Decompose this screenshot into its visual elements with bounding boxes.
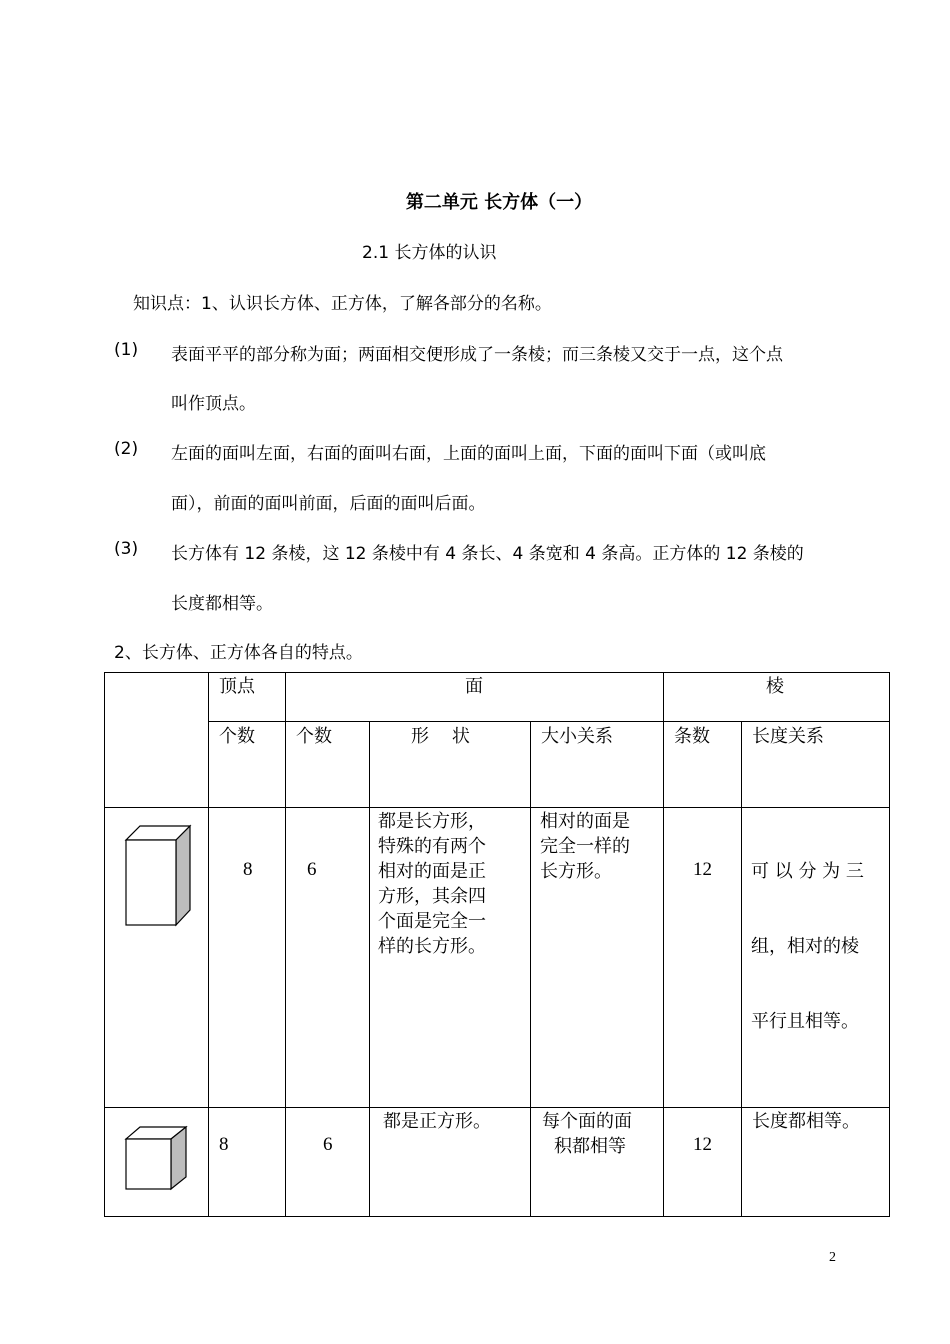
item-number: (3) (114, 539, 139, 559)
header-edge-length: 长度关系 (752, 726, 824, 747)
item-number: (1) (114, 340, 139, 360)
item-text: 左面的面叫左面，右面的面叫右面，上面的面叫上面，下面的面叫下面（或叫底 (171, 444, 766, 464)
edge-length: 可 以 分 为 三 组，相对的棱 平行且相等。 (751, 861, 864, 1032)
vertex-count: 8 (219, 1134, 229, 1155)
vertex-count: 8 (243, 859, 253, 880)
header-face: 面 (465, 676, 483, 697)
item-text: 长方体有 12 条棱，这 12 条棱中有 4 条长、4 条宽和 4 条高。正方体的 12 条棱的 (171, 544, 804, 564)
edge-length: 长度都相等。 (752, 1111, 860, 1132)
item-text-cont: 面），前面的面叫前面，后面的面叫后面。 (171, 494, 486, 514)
header-face-size: 大小关系 (541, 726, 613, 747)
page-title: 第二单元 长方体（一） (405, 192, 593, 213)
face-count: 6 (323, 1134, 333, 1155)
cuboid-icon (124, 822, 194, 930)
face-size: 相对的面是 完全一样的 长方形。 (540, 811, 630, 882)
edge-count: 12 (693, 859, 712, 880)
face-size: 每个面的面 积都相等 (542, 1111, 632, 1157)
face-shape: 都是长方形， 特殊的有两个 相对的面是正 方形，其余四 个面是完全一 样的长方形。 (378, 811, 486, 957)
item-text: 表面平平的部分称为面；两面相交便形成了一条棱；而三条棱又交于一点，这个点 (171, 345, 783, 365)
header-face-shape: 形 状 (411, 726, 470, 747)
edge-count: 12 (693, 1134, 712, 1155)
page-number: 2 (829, 1250, 836, 1265)
cube-icon (124, 1125, 190, 1193)
face-count: 6 (307, 859, 317, 880)
header-edge: 棱 (766, 676, 784, 697)
face-shape: 都是正方形。 (383, 1111, 491, 1132)
header-edge-count: 条数 (674, 726, 710, 747)
section-subtitle: 2.1 长方体的认识 (362, 243, 497, 263)
header-vertex-count: 个数 (219, 726, 255, 747)
features-table (104, 672, 890, 1217)
knowledge-intro: 知识点：1、认识长方体、正方体，了解各部分的名称。 (133, 294, 552, 314)
header-vertex: 顶点 (219, 676, 255, 697)
section-heading: 2、长方体、正方体各自的特点。 (114, 643, 363, 663)
header-face-count: 个数 (296, 726, 332, 747)
item-number: (2) (114, 439, 139, 459)
item-text-cont: 长度都相等。 (171, 594, 273, 614)
item-text-cont: 叫作顶点。 (171, 394, 256, 414)
